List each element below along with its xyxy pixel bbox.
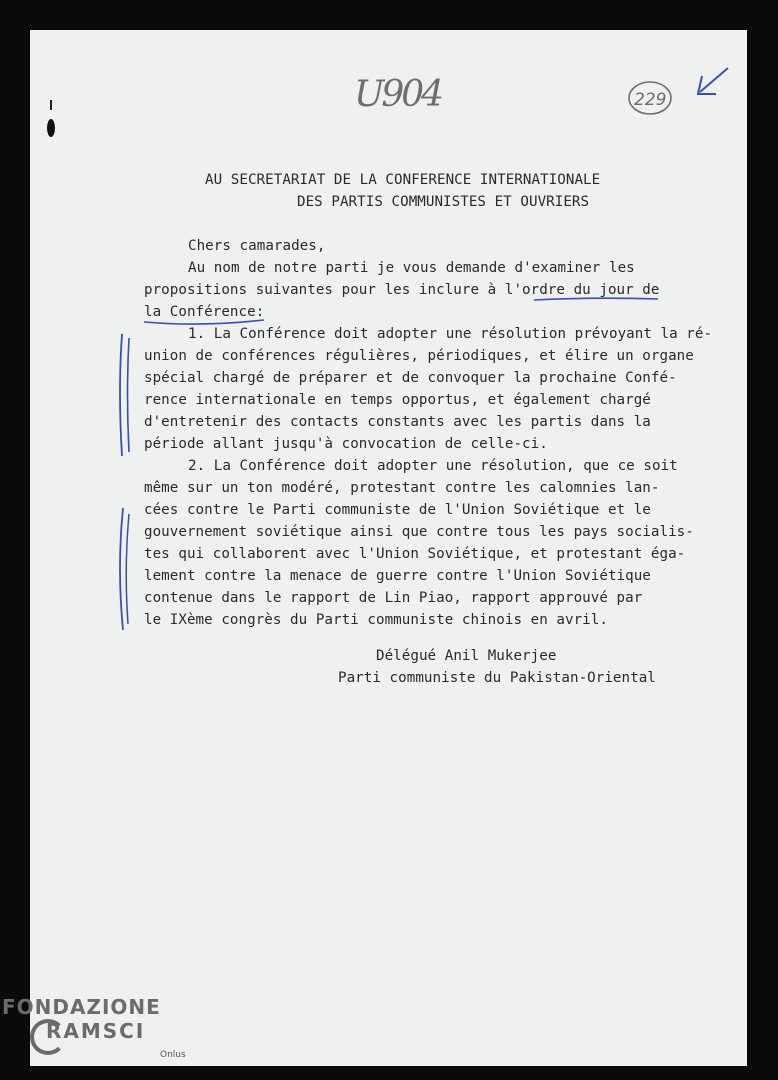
signature-name: Délégué Anil Mukerjee — [376, 648, 557, 664]
point1-line-6: période allant jusqu'à convocation de celle-ci. — [144, 436, 548, 452]
page-number-text: 229 — [634, 90, 667, 110]
document-page — [30, 30, 747, 1066]
fondazione-gramsci-watermark — [2, 995, 202, 1070]
intro-line-2: propositions suivantes pour les inclure à l'ordre du jour de — [144, 282, 660, 298]
punch-mark — [45, 98, 57, 142]
archive-number-handwriting — [350, 70, 460, 118]
point2-line-6: lement contre la menace de guerre contre l'Union Soviétique — [144, 568, 651, 584]
point1-line-1: 1. La Conférence doit adopter une résolution prévoyant la ré- — [188, 326, 713, 342]
underline-ordre-du-jour — [532, 294, 662, 304]
point2-line-1: 2. La Conférence doit adopter une résolution, que ce soit — [188, 458, 678, 474]
signature-party: Parti communiste du Pakistan-Oriental — [338, 670, 656, 686]
margin-mark-point1 — [114, 330, 138, 460]
archive-number-text: U904 — [354, 74, 442, 115]
intro-line-3: la Conférence: — [144, 304, 265, 320]
salutation: Chers camarades, — [188, 238, 326, 254]
point2-line-3: cées contre le Parti communiste de l'Union Soviétique et le — [144, 502, 651, 518]
margin-mark-point2 — [114, 504, 138, 634]
heading-line-1: AU SECRETARIAT DE LA CONFERENCE INTERNATIONALE — [205, 172, 601, 188]
watermark-line-2: RAMSCI — [46, 1019, 146, 1043]
watermark-line-1: FONDAZIONE — [2, 995, 161, 1019]
point1-line-5: d'entretenir des contacts constants avec les partis dans la — [144, 414, 651, 430]
point2-line-4: gouvernement soviétique ainsi que contre tous les pays socialis- — [144, 524, 694, 540]
point2-line-8: le IXème congrès du Parti communiste chinois en avril. — [144, 612, 608, 628]
point1-line-2: union de conférences régulières, périodiques, et élire un organe — [144, 348, 694, 364]
point2-line-5: tes qui collaborent avec l'Union Soviétique, et protestant éga- — [144, 546, 686, 562]
point2-line-2: même sur un ton modéré, protestant contre les calomnies lan- — [144, 480, 660, 496]
point2-line-7: contenue dans le rapport de Lin Piao, rapport approuvé par — [144, 590, 643, 606]
intro-line-1: Au nom de notre parti je vous demande d'examiner les — [188, 260, 635, 276]
point1-line-3: spécial chargé de préparer et de convoquer la prochaine Confé- — [144, 370, 677, 386]
heading-line-2: DES PARTIS COMMUNISTES ET OUVRIERS — [297, 194, 590, 210]
underline-la-conference — [142, 316, 268, 330]
point1-line-4: rence internationale en temps opportus, et également chargé — [144, 392, 651, 408]
checkmark-arrow-icon — [690, 64, 734, 104]
watermark-line-3: Onlus — [160, 1050, 186, 1060]
page-number-circle — [626, 78, 678, 118]
